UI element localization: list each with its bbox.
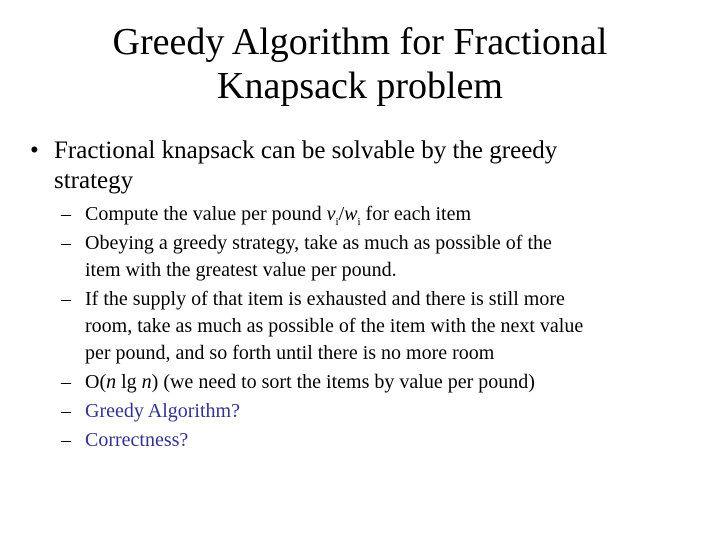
slide-title (40, 20, 680, 108)
main-bullet (30, 136, 670, 196)
sub-bullet-supply-exhausted (61, 286, 691, 367)
greedy-take-line-2: item with the greatest value per pound. (85, 259, 397, 281)
complexity-suffix: ) (we need to sort the items by value per pound) (151, 371, 535, 393)
ratio-slash: / (338, 203, 345, 225)
complexity-n-1: n (106, 371, 117, 393)
main-bullet-line-2: strategy (54, 167, 134, 194)
main-bullet-line-1: Fractional knapsack can be solvable by the greedy (54, 137, 558, 164)
dash-marker: – (61, 429, 71, 451)
complexity-n-2: n (141, 371, 152, 393)
supply-line-1: If the supply of that item is exhausted and there is still more (85, 288, 565, 310)
dash-marker: – (61, 400, 71, 422)
supply-line-2: room, take as much as possible of the item with the next value (85, 315, 584, 337)
dash-marker: – (61, 288, 71, 310)
sub-bullet-correctness (61, 427, 691, 454)
correctness-text: Correctness? (85, 429, 189, 451)
supply-line-3: per pound, and so forth until there is no more room (85, 342, 495, 364)
sub-bullet-greedy-algorithm (61, 398, 691, 425)
ratio-text-before: Compute the value per pound (85, 203, 327, 225)
slide-title-line-2: Knapsack problem (217, 65, 503, 107)
ratio-w: w (344, 203, 358, 225)
sub-bullet-complexity (61, 369, 691, 396)
ratio-v: v (326, 203, 336, 225)
slide-title-line-1: Greedy Algorithm for Fractional (112, 21, 608, 63)
ratio-w-subscript: i (357, 216, 361, 228)
dash-marker: – (61, 371, 71, 393)
greedy-algorithm-text: Greedy Algorithm? (85, 400, 240, 422)
complexity-lg: lg (116, 371, 142, 393)
main-bullet-text (54, 136, 670, 196)
ratio-text-after: for each item (360, 203, 472, 225)
greedy-take-line-1: Obeying a greedy strategy, take as much as possible of the (85, 232, 552, 254)
complexity-prefix: O( (85, 371, 107, 393)
bullet-marker: • (30, 137, 39, 164)
sub-bullet-list (61, 201, 691, 456)
dash-marker: – (61, 232, 71, 254)
sub-bullet-compute-ratio (61, 201, 691, 228)
ratio-v-subscript: i (335, 216, 339, 228)
dash-marker: – (61, 203, 71, 225)
sub-bullet-greedy-take (61, 230, 691, 284)
